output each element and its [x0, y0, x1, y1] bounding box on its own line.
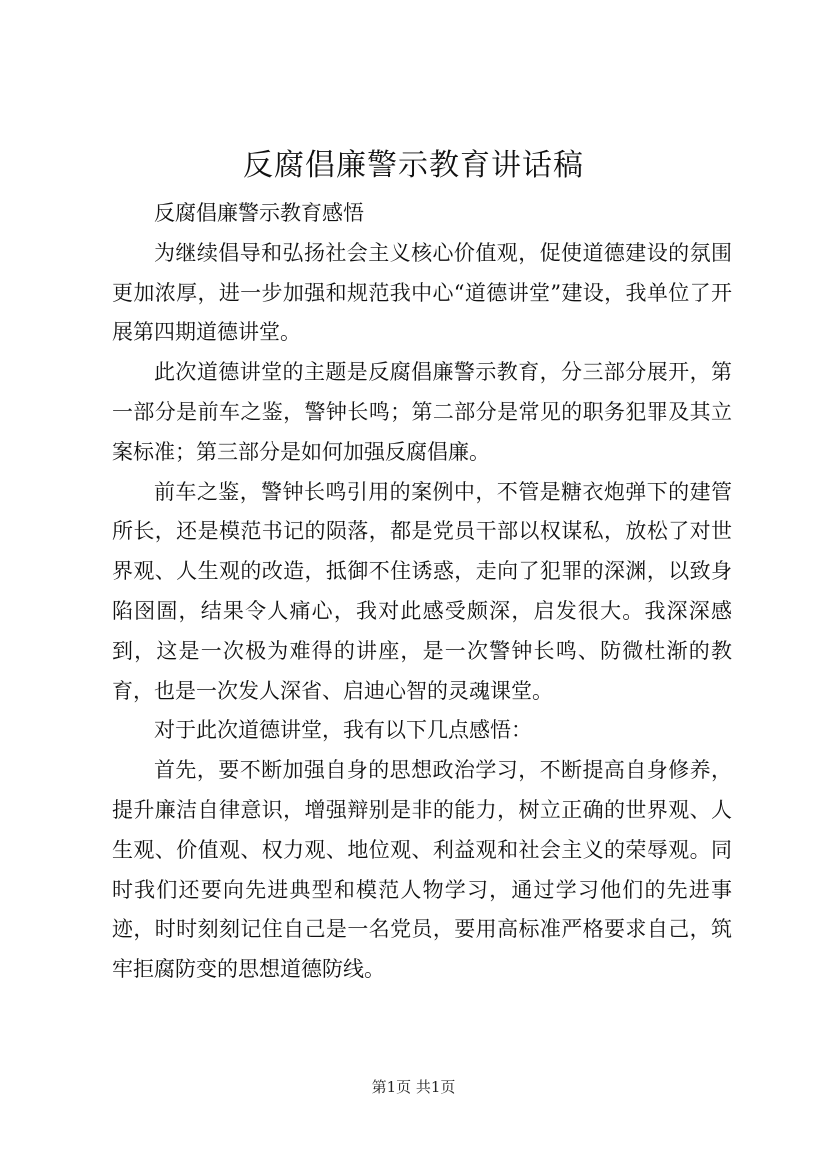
document-body: [112, 194, 732, 990]
body-paragraph: 对于此次道德讲堂，我有以下几点感悟：: [154, 718, 532, 743]
body-paragraph: 此次道德讲堂的主题是反腐倡廉警示教育，分三部分展开，第一部分是前车之鉴，警钟长鸣；第二部分是常见的职务犯罪及其立案标准；第三部分是如何加强反腐倡廉。: [112, 360, 732, 464]
body-paragraph: 为继续倡导和弘扬社会主义核心价值观，促使道德建设的氛围更加浓厚，进一步加强和规范我中心“道德讲堂”建设，我单位了开展第四期道德讲堂。: [112, 240, 732, 345]
page-footer: 第1页 共1页: [371, 1078, 456, 1096]
subtitle-paragraph: 反腐倡廉警示教育感悟: [154, 201, 364, 225]
body-paragraph: 首先，要不断加强自身的思想政治学习，不断提高自身修养，提升廉洁自律意识，增强辩别是非的能力，树立正确的世界观、人生观、价值观、权力观、地位观、利益观和社会主义的荣辱观。同时我们还要向先进典型和模范人物学习，通过学习他们的先进事迹，时时刻刻记住自己是一名党员，要用高标准严格要求自己，筑牢拒腐防变的思想道德防线。: [112, 758, 732, 982]
document-title: 反腐倡廉警示教育讲话稿: [243, 148, 584, 183]
body-paragraph: 前车之鉴，警钟长鸣引用的案例中，不管是糖衣炮弹下的建管所长，还是模范书记的陨落，都是党员干部以权谋私，放松了对世界观、人生观的改造，抵御不住诱惑，走向了犯罪的深渊，以致身陷囹圄，结果令人痛心，我对此感受颇深，启发很大。我深深感到，这是一次极为难得的讲座，是一次警钟长鸣、防微杜渐的教育，也是一次发人深省、启迪心智的灵魂课堂。: [112, 479, 732, 703]
